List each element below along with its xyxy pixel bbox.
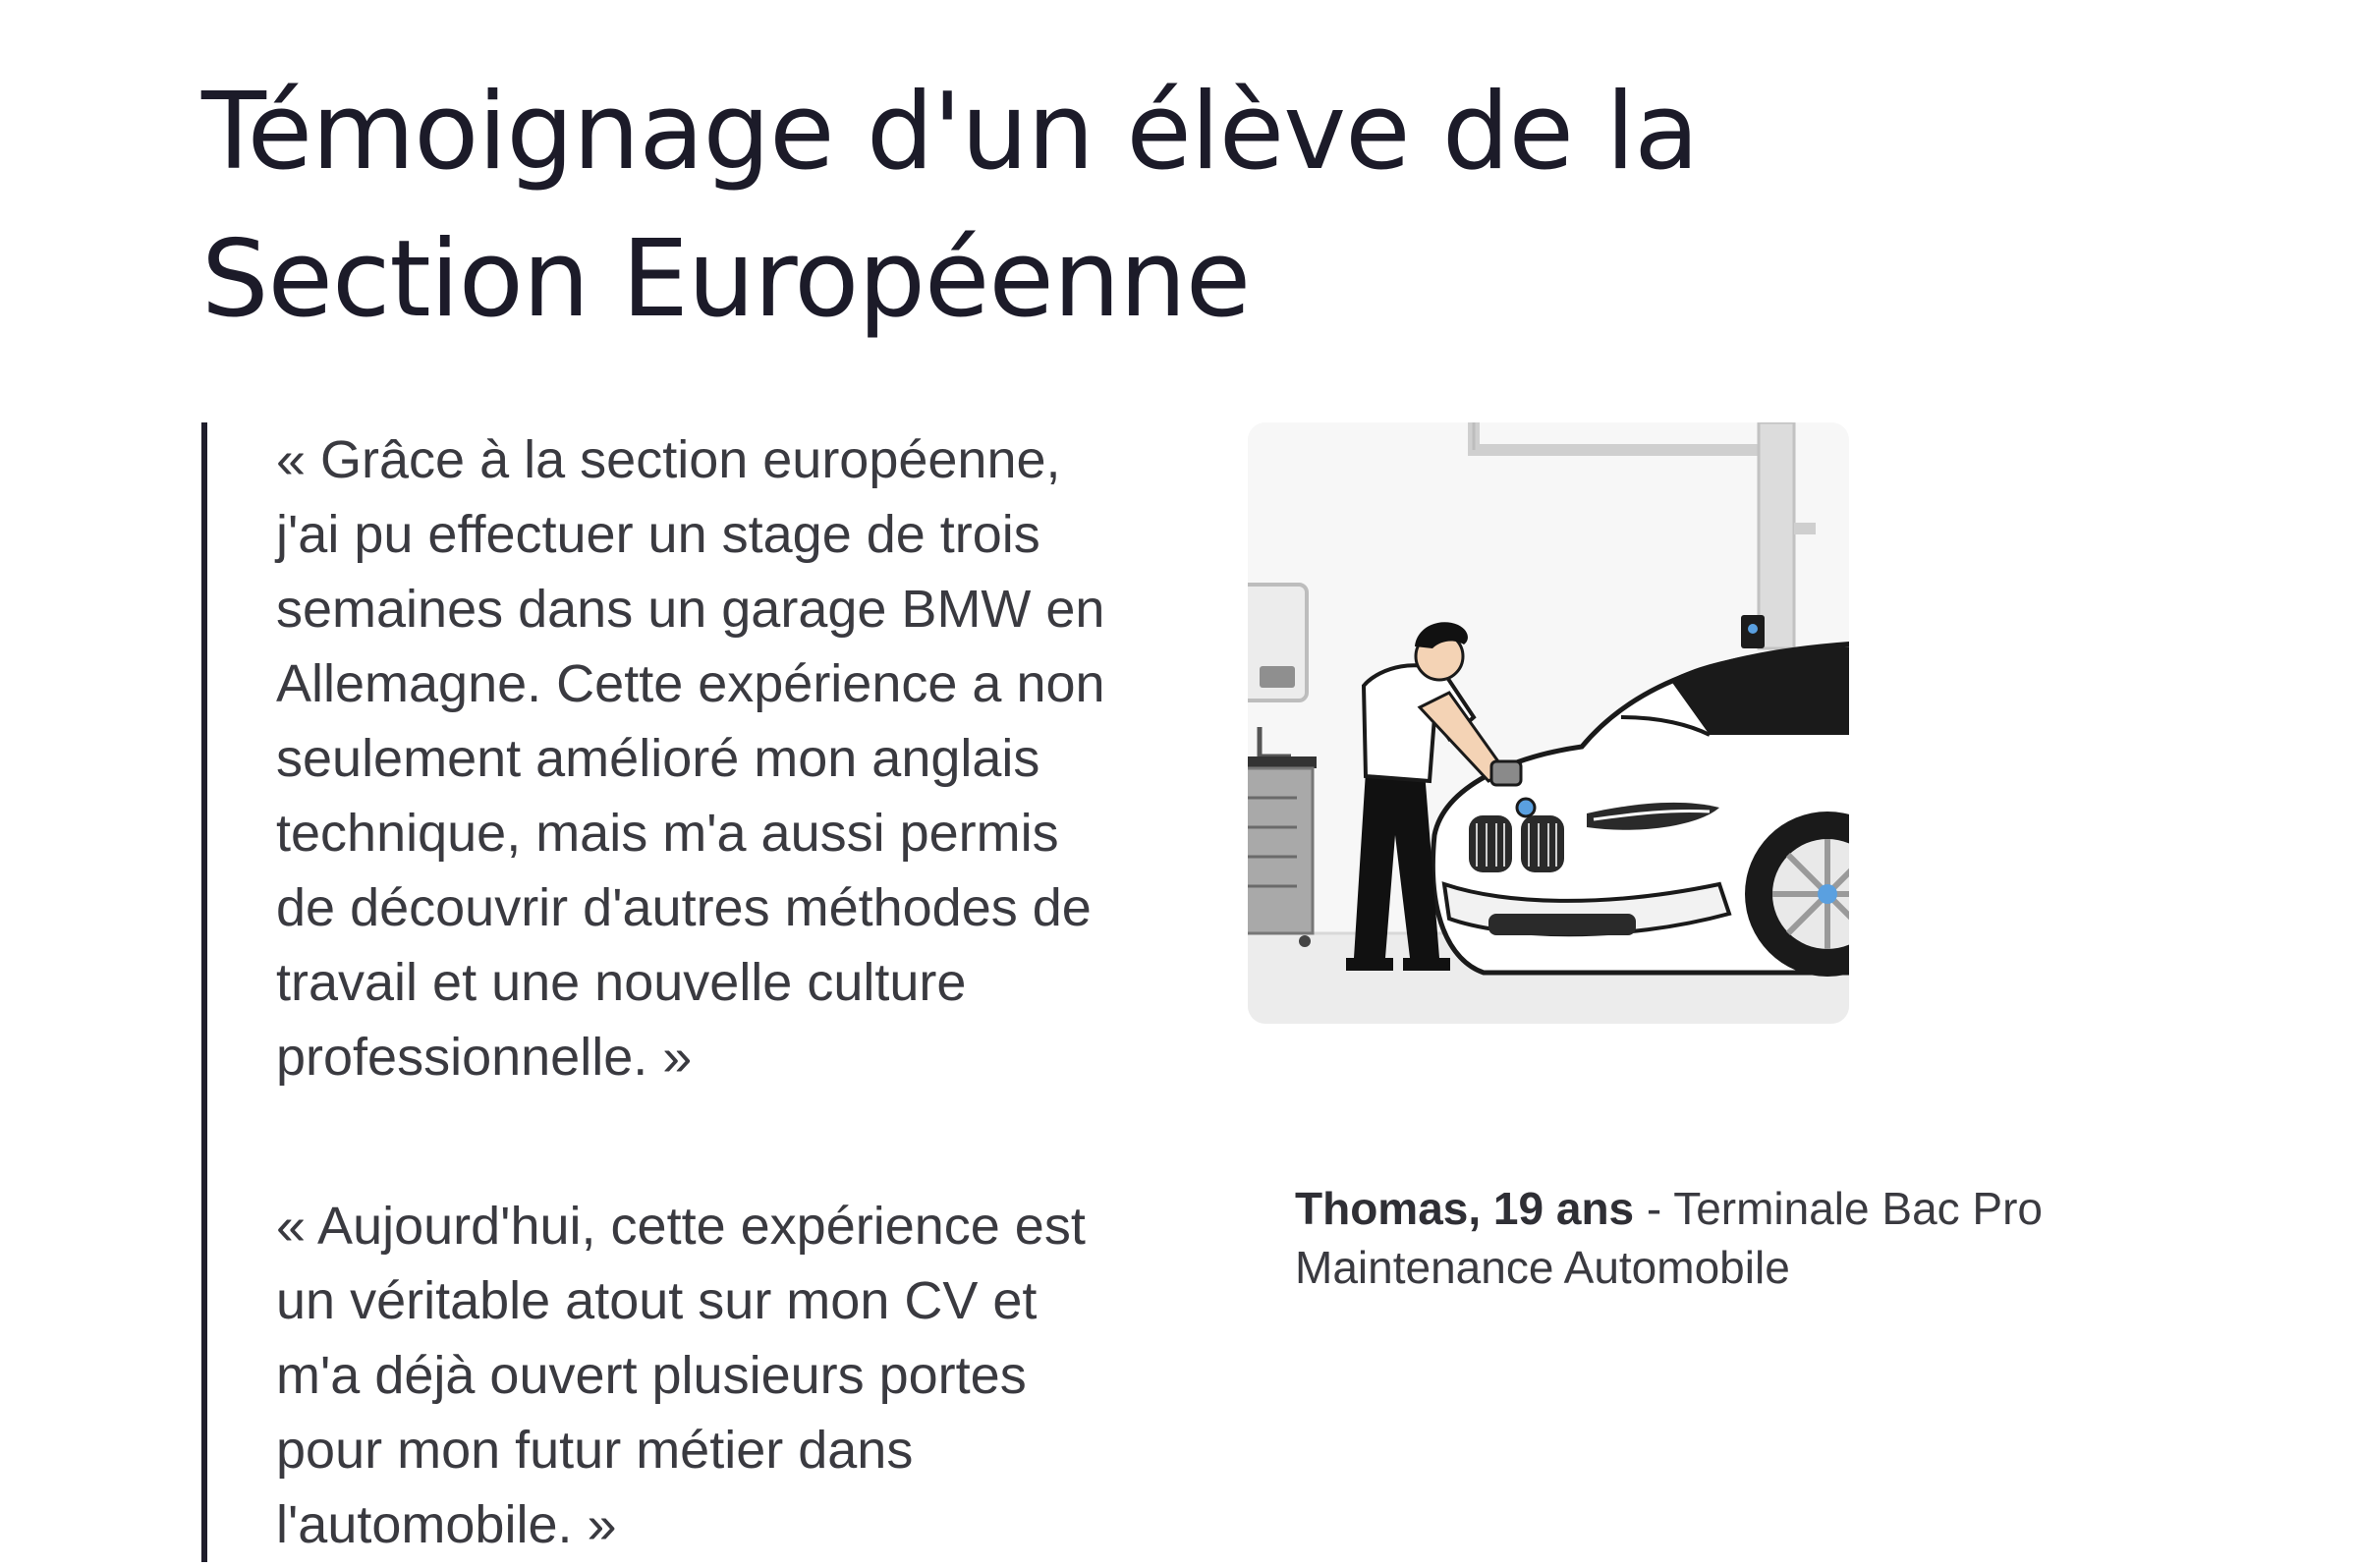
quote-paragraph-2: « Aujourd'hui, cette expérience est un véritable atout sur mon CV et m'a déjà ouvert plusieurs portes pour mon futur métier dans l'automobile. » <box>276 1197 1086 1554</box>
testimonial-quote-block <box>201 422 1164 1562</box>
wall-cabinet-icon <box>1248 585 1307 700</box>
author-separator: - <box>1634 1183 1674 1234</box>
quote-paragraph-1: « Grâce à la section européenne, j'ai pu effectuer un stage de trois semaines dans un garage BMW en Allemagne. Cette expérience a non seulement amélioré mon anglais technique, mais m'a aussi permis de découvrir d'autres méthodes de travail et une nouvelle culture professionnelle. » <box>276 430 1105 1087</box>
author-details: Terminale Bac Pro Maintenance Automobile <box>1295 1183 2044 1293</box>
author-name: Thomas, 19 ans <box>1295 1183 1635 1234</box>
page-title: Témoignage d'un élève de la Section Européenne <box>201 71 1699 341</box>
testimonial-author-caption <box>1295 1179 2179 1297</box>
tool-cabinet-icon <box>1248 727 1317 947</box>
mechanic-car-illustration <box>1248 422 1849 1024</box>
bmw-sign-icon <box>1741 615 1765 648</box>
